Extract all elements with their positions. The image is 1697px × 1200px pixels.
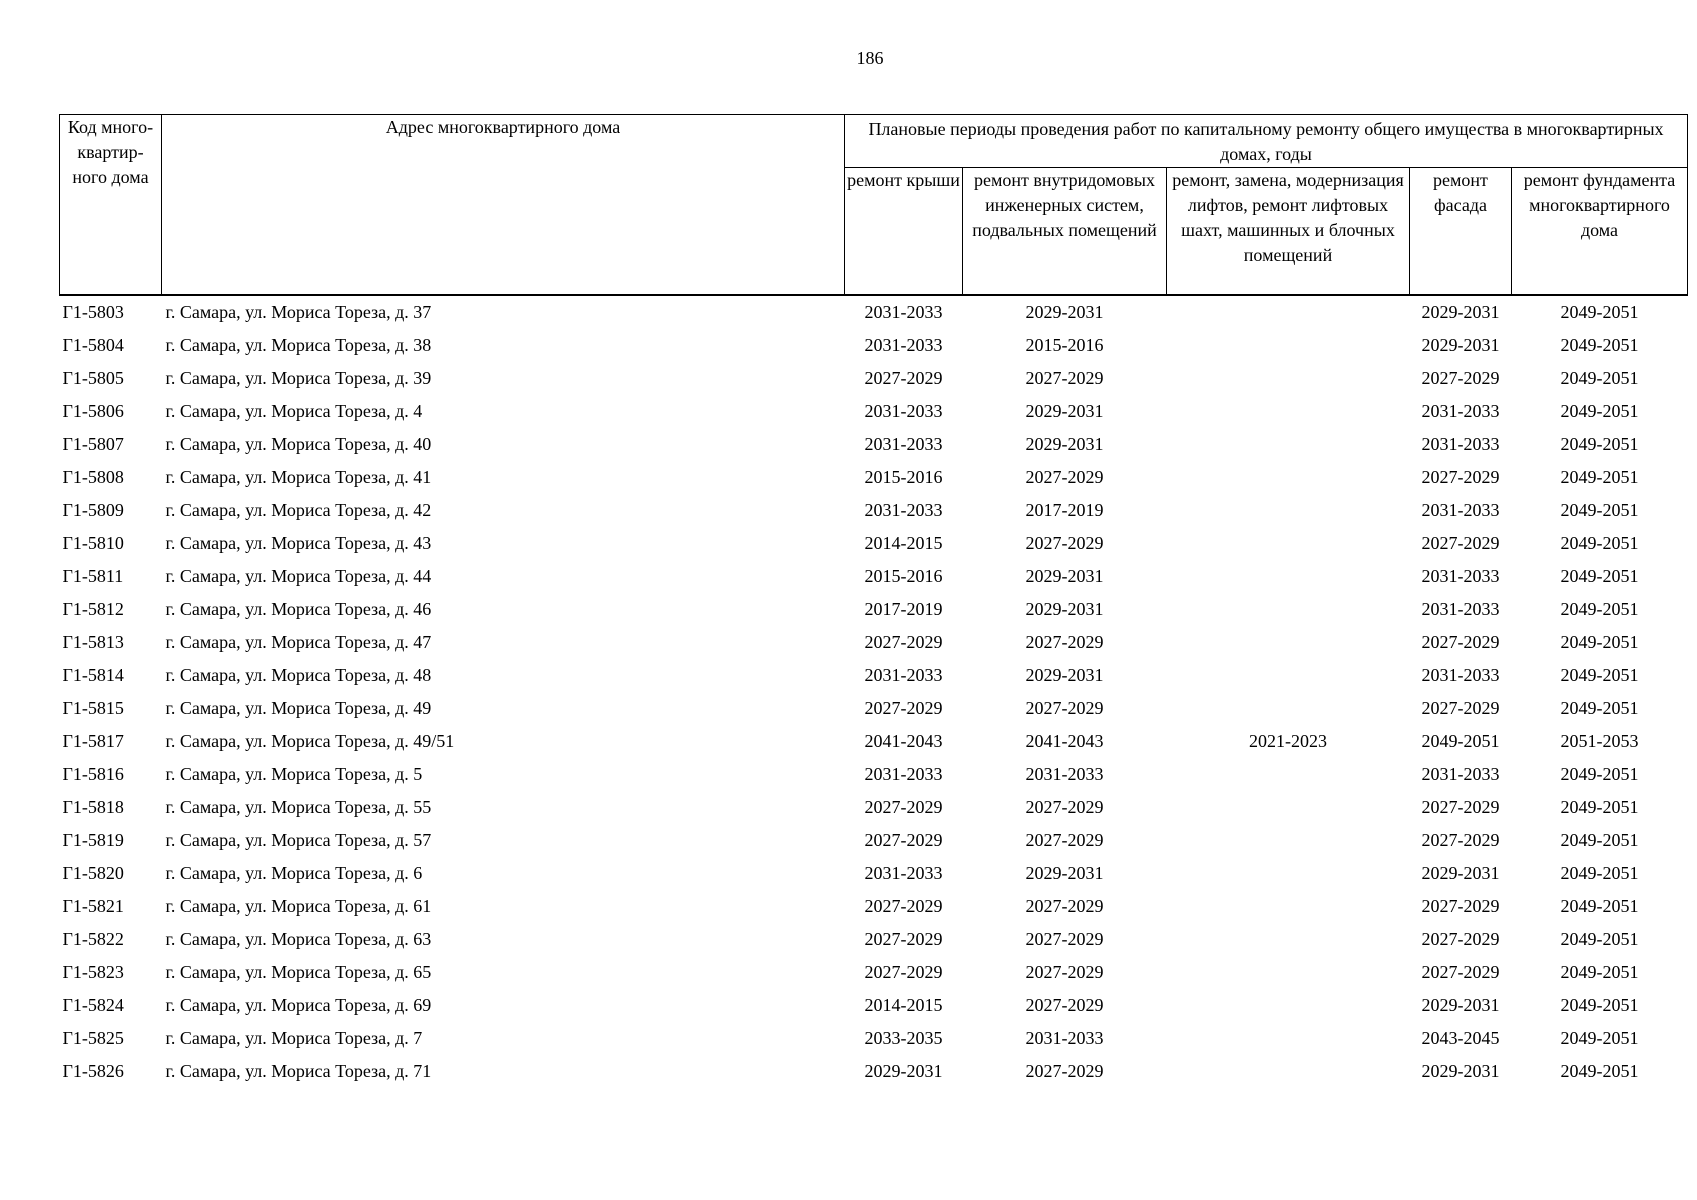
cell-facade: 2027-2029 (1421, 698, 1500, 718)
cell-roof: 2017-2019 (864, 599, 943, 619)
cell-lifts (1167, 494, 1410, 527)
cell-roof: 2031-2033 (864, 863, 943, 883)
cell-systems: 2027-2029 (1025, 962, 1104, 982)
cell-lifts (1167, 1022, 1410, 1055)
cell-roof: 2031-2033 (864, 401, 943, 421)
cell-lifts (1167, 593, 1410, 626)
cell-roof: 2031-2033 (864, 500, 943, 520)
cell-roof: 2031-2033 (864, 764, 943, 784)
cell-systems: 2029-2031 (1025, 863, 1104, 883)
cell-roof: 2041-2043 (864, 731, 943, 751)
cell-lifts (1167, 659, 1410, 692)
cell-systems: 2029-2031 (1025, 434, 1104, 454)
cell-code: Г1-5811 (62, 566, 124, 586)
cell-foundation: 2049-2051 (1560, 533, 1639, 553)
cell-systems: 2027-2029 (1025, 896, 1104, 916)
cell-systems: 2027-2029 (1025, 698, 1104, 718)
cell-code: Г1-5814 (62, 665, 124, 685)
cell-facade: 2031-2033 (1421, 500, 1500, 520)
cell-facade: 2027-2029 (1421, 467, 1500, 487)
cell-code: Г1-5825 (62, 1028, 124, 1048)
cell-systems: 2027-2029 (1025, 830, 1104, 850)
table-row (60, 428, 1688, 461)
cell-roof: 2027-2029 (864, 929, 943, 949)
cell-facade: 2027-2029 (1421, 797, 1500, 817)
table-row (60, 1055, 1688, 1088)
cell-code: Г1-5812 (62, 599, 124, 619)
cell-foundation: 2049-2051 (1560, 863, 1639, 883)
cell-address: г. Самара, ул. Мориса Тореза, д. 41 (165, 467, 432, 487)
cell-address: г. Самара, ул. Мориса Тореза, д. 49 (165, 698, 432, 718)
cell-address: г. Самара, ул. Мориса Тореза, д. 42 (165, 500, 432, 520)
cell-systems: 2041-2043 (1025, 731, 1104, 751)
table-row (60, 923, 1688, 956)
table-row (60, 362, 1688, 395)
table-row (60, 295, 1688, 329)
header-planned-periods (845, 115, 1688, 168)
cell-code: Г1-5820 (62, 863, 124, 883)
cell-facade: 2043-2045 (1421, 1028, 1500, 1048)
cell-address: г. Самара, ул. Мориса Тореза, д. 39 (165, 368, 432, 388)
cell-lifts (1167, 329, 1410, 362)
cell-code: Г1-5813 (62, 632, 124, 652)
table-row (60, 395, 1688, 428)
cell-lifts (1167, 824, 1410, 857)
cell-code: Г1-5822 (62, 929, 124, 949)
cell-foundation: 2049-2051 (1560, 797, 1639, 817)
cell-roof: 2015-2016 (864, 566, 943, 586)
cell-facade: 2031-2033 (1421, 401, 1500, 421)
cell-facade: 2031-2033 (1421, 665, 1500, 685)
cell-facade: 2029-2031 (1421, 863, 1500, 883)
cell-code: Г1-5805 (62, 368, 124, 388)
repair-schedule-table (59, 114, 1688, 1088)
cell-code: Г1-5810 (62, 533, 124, 553)
cell-facade: 2031-2033 (1421, 434, 1500, 454)
cell-facade: 2029-2031 (1421, 1061, 1500, 1081)
cell-foundation: 2049-2051 (1560, 995, 1639, 1015)
cell-facade: 2049-2051 (1421, 731, 1500, 751)
cell-systems: 2027-2029 (1025, 533, 1104, 553)
cell-address: г. Самара, ул. Мориса Тореза, д. 6 (165, 863, 423, 883)
cell-lifts (1167, 857, 1410, 890)
cell-code: Г1-5803 (62, 302, 124, 322)
cell-foundation: 2049-2051 (1560, 302, 1639, 322)
table-header (60, 115, 1688, 296)
cell-code: Г1-5823 (62, 962, 124, 982)
table-row (60, 560, 1688, 593)
cell-address: г. Самара, ул. Мориса Тореза, д. 7 (165, 1028, 423, 1048)
cell-lifts (1167, 461, 1410, 494)
cell-lifts (1167, 295, 1410, 329)
cell-address: г. Самара, ул. Мориса Тореза, д. 71 (165, 1061, 432, 1081)
cell-facade: 2029-2031 (1421, 995, 1500, 1015)
cell-code: Г1-5816 (62, 764, 124, 784)
cell-lifts (1167, 527, 1410, 560)
cell-address: г. Самара, ул. Мориса Тореза, д. 63 (165, 929, 432, 949)
cell-systems: 2029-2031 (1025, 599, 1104, 619)
cell-foundation: 2049-2051 (1560, 1061, 1639, 1081)
cell-facade: 2027-2029 (1421, 929, 1500, 949)
cell-systems: 2031-2033 (1025, 764, 1104, 784)
table-row (60, 692, 1688, 725)
cell-roof: 2027-2029 (864, 896, 943, 916)
cell-address: г. Самара, ул. Мориса Тореза, д. 69 (165, 995, 432, 1015)
cell-address: г. Самара, ул. Мориса Тореза, д. 46 (165, 599, 432, 619)
cell-foundation: 2049-2051 (1560, 599, 1639, 619)
header-facade: ремонт фасада (1410, 168, 1512, 296)
cell-lifts: 2021-2023 (1249, 731, 1327, 751)
cell-code: Г1-5806 (62, 401, 124, 421)
cell-roof: 2027-2029 (864, 368, 943, 388)
cell-address: г. Самара, ул. Мориса Тореза, д. 38 (165, 335, 432, 355)
cell-foundation: 2049-2051 (1560, 632, 1639, 652)
cell-roof: 2027-2029 (864, 632, 943, 652)
table-row (60, 989, 1688, 1022)
cell-address: г. Самара, ул. Мориса Тореза, д. 49/51 (165, 731, 455, 751)
cell-systems: 2029-2031 (1025, 566, 1104, 586)
cell-foundation: 2049-2051 (1560, 929, 1639, 949)
cell-address: г. Самара, ул. Мориса Тореза, д. 47 (165, 632, 432, 652)
cell-address: г. Самара, ул. Мориса Тореза, д. 40 (165, 434, 432, 454)
cell-foundation: 2051-2053 (1560, 731, 1639, 751)
cell-systems: 2027-2029 (1025, 467, 1104, 487)
cell-address: г. Самара, ул. Мориса Тореза, д. 43 (165, 533, 432, 553)
cell-address: г. Самара, ул. Мориса Тореза, д. 37 (165, 302, 432, 322)
cell-lifts (1167, 1055, 1410, 1088)
cell-lifts (1167, 890, 1410, 923)
cell-systems: 2027-2029 (1025, 1061, 1104, 1081)
table-row (60, 956, 1688, 989)
page-number: 186 (856, 48, 884, 68)
table-row (60, 659, 1688, 692)
cell-address: г. Самара, ул. Мориса Тореза, д. 48 (165, 665, 432, 685)
cell-code: Г1-5807 (62, 434, 124, 454)
cell-address: г. Самара, ул. Мориса Тореза, д. 44 (165, 566, 432, 586)
cell-foundation: 2049-2051 (1560, 335, 1639, 355)
cell-roof: 2031-2033 (864, 665, 943, 685)
table-row (60, 461, 1688, 494)
cell-lifts (1167, 758, 1410, 791)
cell-facade: 2031-2033 (1421, 599, 1500, 619)
cell-foundation: 2049-2051 (1560, 665, 1639, 685)
cell-address: г. Самара, ул. Мориса Тореза, д. 5 (165, 764, 423, 784)
cell-lifts (1167, 362, 1410, 395)
header-address: Адрес многоквартирного дома (162, 115, 845, 296)
cell-roof: 2033-2035 (864, 1028, 943, 1048)
cell-systems: 2029-2031 (1025, 665, 1104, 685)
cell-roof: 2027-2029 (864, 962, 943, 982)
table-row (60, 329, 1688, 362)
cell-code: Г1-5809 (62, 500, 124, 520)
cell-systems: 2027-2029 (1025, 995, 1104, 1015)
cell-code: Г1-5826 (62, 1061, 124, 1081)
cell-facade: 2027-2029 (1421, 632, 1500, 652)
cell-facade: 2027-2029 (1421, 368, 1500, 388)
table-row (60, 890, 1688, 923)
cell-facade: 2031-2033 (1421, 566, 1500, 586)
header-code: Код много-квартир-ного дома (60, 115, 162, 296)
cell-lifts (1167, 989, 1410, 1022)
cell-address: г. Самара, ул. Мориса Тореза, д. 4 (165, 401, 423, 421)
cell-lifts (1167, 560, 1410, 593)
header-foundation: ремонт фундамента многоквартирного дома (1512, 168, 1688, 296)
header-roof: ремонт крыши (845, 168, 963, 296)
cell-lifts (1167, 395, 1410, 428)
cell-foundation: 2049-2051 (1560, 368, 1639, 388)
table-row (60, 824, 1688, 857)
cell-facade: 2027-2029 (1421, 962, 1500, 982)
table-body (60, 295, 1688, 1088)
cell-foundation: 2049-2051 (1560, 896, 1639, 916)
cell-systems: 2017-2019 (1025, 500, 1104, 520)
cell-lifts (1167, 791, 1410, 824)
cell-systems: 2027-2029 (1025, 368, 1104, 388)
cell-code: Г1-5821 (62, 896, 124, 916)
cell-lifts (1167, 692, 1410, 725)
header-lifts: ремонт, замена, модернизация лифтов, ремонт лифтовых шахт, машинных и блочных помещений (1167, 168, 1410, 296)
header-systems: ремонт внутридомовых инженерных систем, подвальных помещений (963, 168, 1167, 296)
cell-lifts (1167, 956, 1410, 989)
cell-systems: 2027-2029 (1025, 632, 1104, 652)
cell-lifts (1167, 428, 1410, 461)
cell-facade: 2029-2031 (1421, 335, 1500, 355)
cell-facade: 2031-2033 (1421, 764, 1500, 784)
cell-roof: 2027-2029 (864, 698, 943, 718)
header-planned-periods-text: Плановые периоды проведения работ по капитальному ремонту общего имущества в многоквартирных домах, годы (868, 119, 1664, 164)
cell-foundation: 2049-2051 (1560, 764, 1639, 784)
table-row (60, 1022, 1688, 1055)
cell-foundation: 2049-2051 (1560, 401, 1639, 421)
table-row (60, 725, 1688, 758)
cell-roof: 2031-2033 (864, 335, 943, 355)
cell-foundation: 2049-2051 (1560, 500, 1639, 520)
cell-facade: 2029-2031 (1421, 302, 1500, 322)
cell-foundation: 2049-2051 (1560, 467, 1639, 487)
cell-facade: 2027-2029 (1421, 896, 1500, 916)
cell-systems: 2029-2031 (1025, 302, 1104, 322)
cell-address: г. Самара, ул. Мориса Тореза, д. 57 (165, 830, 432, 850)
cell-code: Г1-5824 (62, 995, 124, 1015)
cell-roof: 2031-2033 (864, 302, 943, 322)
cell-foundation: 2049-2051 (1560, 698, 1639, 718)
table-row (60, 791, 1688, 824)
table-row (60, 626, 1688, 659)
cell-code: Г1-5808 (62, 467, 124, 487)
table-row (60, 758, 1688, 791)
cell-roof: 2027-2029 (864, 830, 943, 850)
cell-foundation: 2049-2051 (1560, 962, 1639, 982)
cell-code: Г1-5818 (62, 797, 124, 817)
table-row (60, 857, 1688, 890)
cell-systems: 2027-2029 (1025, 797, 1104, 817)
cell-address: г. Самара, ул. Мориса Тореза, д. 55 (165, 797, 432, 817)
cell-roof: 2027-2029 (864, 797, 943, 817)
cell-code: Г1-5819 (62, 830, 124, 850)
cell-roof: 2014-2015 (864, 533, 943, 553)
cell-address: г. Самара, ул. Мориса Тореза, д. 65 (165, 962, 432, 982)
cell-code: Г1-5815 (62, 698, 124, 718)
cell-lifts (1167, 923, 1410, 956)
cell-lifts (1167, 626, 1410, 659)
cell-foundation: 2049-2051 (1560, 434, 1639, 454)
cell-code: Г1-5817 (62, 731, 124, 751)
cell-systems: 2029-2031 (1025, 401, 1104, 421)
cell-facade: 2027-2029 (1421, 533, 1500, 553)
cell-systems: 2027-2029 (1025, 929, 1104, 949)
table-row (60, 527, 1688, 560)
cell-roof: 2014-2015 (864, 995, 943, 1015)
cell-roof: 2031-2033 (864, 434, 943, 454)
cell-roof: 2015-2016 (864, 467, 943, 487)
cell-roof: 2029-2031 (864, 1061, 943, 1081)
cell-foundation: 2049-2051 (1560, 566, 1639, 586)
cell-facade: 2027-2029 (1421, 830, 1500, 850)
cell-foundation: 2049-2051 (1560, 830, 1639, 850)
table-row (60, 494, 1688, 527)
cell-address: г. Самара, ул. Мориса Тореза, д. 61 (165, 896, 432, 916)
table-row (60, 593, 1688, 626)
cell-systems: 2015-2016 (1025, 335, 1104, 355)
cell-systems: 2031-2033 (1025, 1028, 1104, 1048)
cell-foundation: 2049-2051 (1560, 1028, 1639, 1048)
cell-code: Г1-5804 (62, 335, 124, 355)
